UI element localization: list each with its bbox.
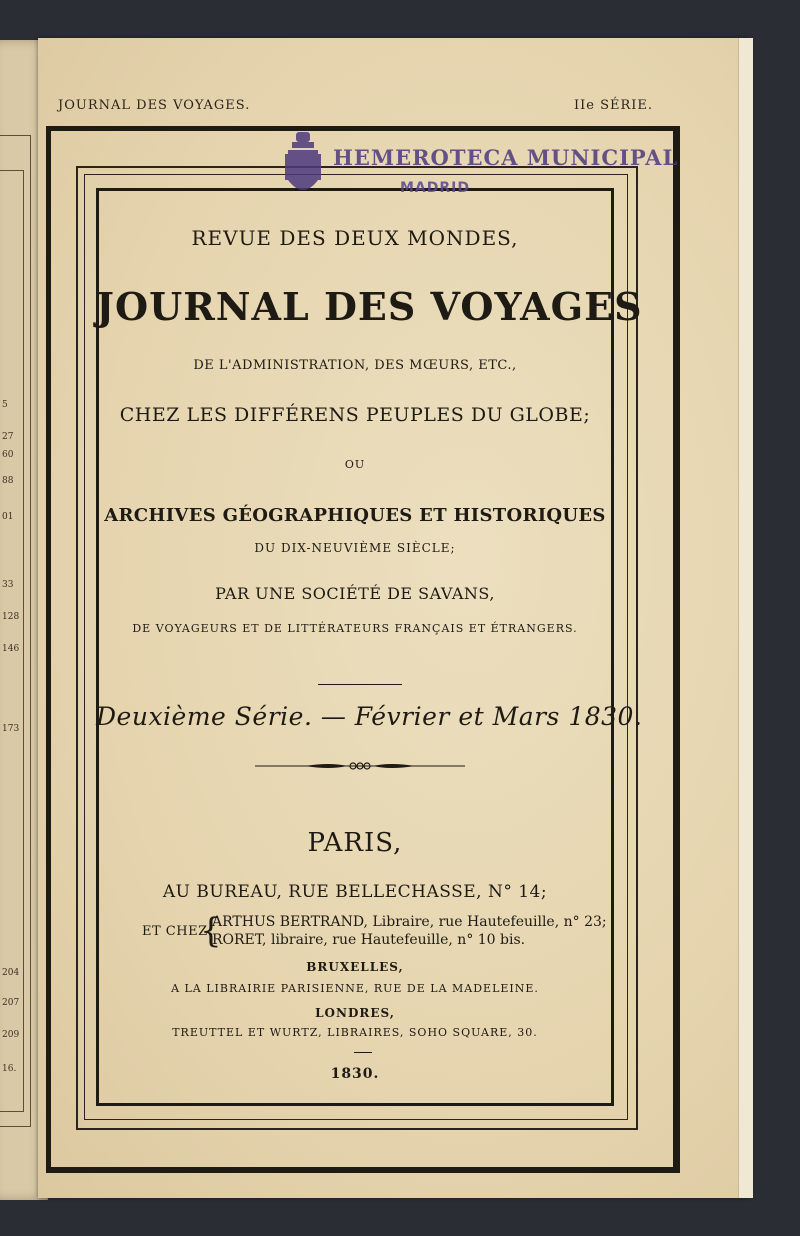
subtitle-administration: DE L'ADMINISTRATION, DES MŒURS, ETC.,: [193, 358, 517, 373]
bookseller-arthus-bertrand: ARTHUS BERTRAND, Libraire, rue Hautefeuille, n° 23;: [212, 914, 607, 930]
series-date: Deuxième Série. — Février et Mars 1830.: [96, 702, 643, 731]
page-title: JOURNAL DES VOYAGES: [96, 284, 643, 329]
imprint-londres: LONDRES,: [315, 1006, 395, 1020]
imprint-bruxelles-address: A LA LIBRAIRIE PARISIENNE, RUE DE LA MADELEINE.: [171, 982, 539, 995]
imprint-bureau: AU BUREAU, RUE BELLECHASSE, N° 14;: [162, 882, 548, 902]
page-number: 207: [2, 998, 20, 1008]
page-number: 146: [2, 644, 20, 654]
stamp-city: MADRID: [400, 180, 470, 196]
subtitle-archives: ARCHIVES GÉOGRAPHIQUES ET HISTORIQUES: [104, 505, 606, 526]
ornament-divider-icon: [255, 756, 465, 776]
divider-rule: [318, 684, 402, 685]
page-number: 33: [2, 580, 14, 590]
page-number: 60: [2, 450, 14, 460]
page-fore-edge: [738, 38, 753, 1198]
page-number: 88: [2, 476, 14, 486]
library-crest-icon: [284, 130, 322, 202]
running-head-left: JOURNAL DES VOYAGES.: [58, 98, 251, 113]
page-number: 01: [2, 512, 14, 522]
authorship: PAR UNE SOCIÉTÉ DE SAVANS,: [215, 584, 495, 603]
authorship-detail: DE VOYAGEURS ET DE LITTÉRATEURS FRANÇAIS ET ÉTRANGERS.: [132, 622, 578, 635]
subtitle-revue: REVUE DES DEUX MONDES,: [191, 226, 519, 250]
imprint-year: 1830.: [330, 1066, 380, 1082]
page-number: 5: [2, 400, 8, 410]
imprint-bruxelles: BRUXELLES,: [306, 960, 404, 974]
page-number: 204: [2, 968, 20, 978]
page-number: 128: [2, 612, 20, 622]
bookseller-roret: RORET, libraire, rue Hautefeuille, n° 10 bis.: [212, 932, 526, 948]
et-chez-label: ET CHEZ: [142, 924, 208, 939]
page-number: 209: [2, 1030, 20, 1040]
page-number: 173: [2, 724, 20, 734]
conjunction-ou: OU: [344, 458, 366, 471]
page-number: 27: [2, 432, 14, 442]
subtitle-peuples: CHEZ LES DIFFÉRENS PEUPLES DU GLOBE;: [119, 404, 591, 426]
running-head-right: IIe SÉRIE.: [574, 98, 654, 113]
subtitle-siecle: DU DIX-NEUVIÈME SIÈCLE;: [254, 541, 456, 555]
page-number: 16.: [2, 1064, 17, 1074]
short-rule: [354, 1052, 372, 1053]
imprint-londres-address: TREUTTEL ET WURTZ, LIBRAIRES, SOHO SQUARE, 30.: [172, 1026, 538, 1039]
imprint-city: PARIS,: [307, 828, 403, 858]
stamp-library-name: HEMEROTECA MUNICIPAL: [333, 145, 679, 170]
brace-icon: {: [200, 911, 222, 951]
